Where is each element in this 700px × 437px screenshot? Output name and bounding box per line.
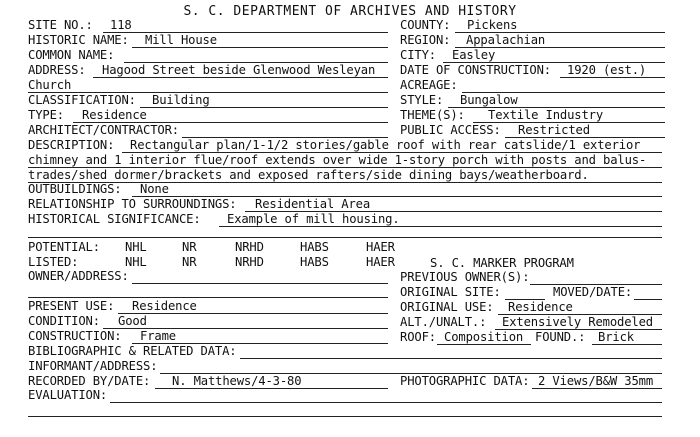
informant-label: INFORMANT/ADDRESS: bbox=[28, 359, 158, 373]
relationship-label: RELATIONSHIP TO SURROUNDINGS: bbox=[28, 197, 237, 211]
roof-line bbox=[437, 344, 531, 345]
relationship-value: Residential Area bbox=[255, 197, 370, 211]
present-use-label: PRESENT USE: bbox=[28, 299, 115, 313]
classification-value: Building bbox=[152, 93, 210, 107]
alt-unalt-label: ALT./UNALT.: bbox=[400, 315, 487, 329]
marker-program-heading: S. C. MARKER PROGRAM bbox=[430, 256, 574, 270]
listed-nhl: NHL bbox=[125, 255, 147, 269]
potential-label: POTENTIAL: bbox=[28, 240, 100, 254]
listed-label: LISTED: bbox=[28, 255, 79, 269]
description-line-2: chimney and 1 interior flue/roof extends over wide 1-story porch with posts and balus- bbox=[28, 153, 647, 167]
owner-line-2 bbox=[28, 297, 388, 298]
owner-label: OWNER/ADDRESS: bbox=[28, 269, 129, 283]
date-of-construction-value: 1920 (est.) bbox=[567, 63, 647, 77]
potential-nr: NR bbox=[182, 240, 197, 254]
condition-value: Good bbox=[118, 314, 147, 328]
present-use-value: Residence bbox=[132, 299, 197, 313]
owner-line bbox=[132, 283, 388, 284]
evaluation-label: EVALUATION: bbox=[28, 388, 108, 402]
original-site-label: ORIGINAL SITE: bbox=[400, 285, 501, 299]
type-label: TYPE: bbox=[28, 108, 64, 122]
form-title: S. C. DEPARTMENT OF ARCHIVES AND HISTORY bbox=[183, 4, 517, 19]
style-label: STYLE: bbox=[400, 93, 444, 107]
site-no-value: 118 bbox=[110, 18, 132, 32]
address-line bbox=[93, 77, 388, 78]
evaluation-line-2 bbox=[28, 416, 662, 417]
description-label: DESCRIPTION: bbox=[28, 138, 115, 152]
classification-line bbox=[140, 107, 388, 108]
address-value-cont: Church bbox=[28, 78, 72, 92]
significance-line bbox=[219, 226, 662, 227]
date-of-construction-label: DATE OF CONSTRUCTION: bbox=[400, 63, 551, 77]
found-value: Brick bbox=[598, 330, 634, 344]
alt-unalt-value: Extensively Remodeled bbox=[502, 315, 653, 329]
address-value: Hagood Street beside Glenwood Wesleyan bbox=[102, 63, 376, 77]
bibliographic-line bbox=[240, 358, 662, 359]
recorded-by-line bbox=[155, 388, 388, 389]
description-line-3: trades/shed dormer/brackets and exposed rafters/side dining bays/weatherboard. bbox=[28, 168, 589, 182]
moved-date-line bbox=[634, 299, 662, 300]
bibliographic-label: BIBLIOGRAPHIC & RELATED DATA: bbox=[28, 344, 237, 358]
photographic-label: PHOTOGRAPHIC DATA: bbox=[400, 374, 530, 388]
description-line-1: Rectangular plan/1-1/2 stories/gable roof with rear catslide/1 exterior bbox=[130, 138, 641, 152]
significance-label: HISTORICAL SIGNIFICANCE: bbox=[28, 212, 201, 226]
recorded-by-value: N. Matthews/4-3-80 bbox=[172, 374, 302, 388]
county-label: COUNTY: bbox=[400, 18, 451, 32]
potential-haer: HAER bbox=[366, 240, 395, 254]
photographic-value: 2 Views/B&W 35mm bbox=[538, 374, 653, 388]
theme-label: THEME(S): bbox=[400, 108, 465, 122]
original-use-value: Residence bbox=[508, 300, 573, 314]
historic-name-line bbox=[132, 47, 388, 48]
public-access-label: PUBLIC ACCESS: bbox=[400, 123, 501, 137]
outbuildings-value: None bbox=[140, 182, 169, 196]
potential-nhl: NHL bbox=[125, 240, 147, 254]
region-value: Appalachian bbox=[466, 33, 546, 47]
moved-date-label: MOVED/DATE: bbox=[553, 285, 633, 299]
region-label: REGION: bbox=[400, 33, 451, 47]
classification-label: CLASSIFICATION: bbox=[28, 93, 136, 107]
site-no-label: SITE NO.: bbox=[28, 18, 93, 32]
construction-value: Frame bbox=[140, 329, 176, 343]
recorded-by-label: RECORDED BY/DATE: bbox=[28, 374, 151, 388]
county-value: Pickens bbox=[467, 18, 518, 32]
present-use-line bbox=[118, 313, 388, 314]
city-label: CITY: bbox=[400, 48, 436, 62]
roof-value: Composition bbox=[444, 330, 524, 344]
listed-nrhd: NRHD bbox=[235, 255, 264, 269]
listed-haer: HAER bbox=[366, 255, 395, 269]
significance-value: Example of mill housing. bbox=[227, 212, 400, 226]
common-name-label: COMMON NAME: bbox=[28, 48, 115, 62]
condition-label: CONDITION: bbox=[28, 314, 100, 328]
address-label: ADDRESS: bbox=[28, 63, 86, 77]
description-rule-3 bbox=[28, 182, 662, 183]
section-divider bbox=[28, 237, 662, 238]
previous-owner-label: PREVIOUS OWNER(S): bbox=[400, 270, 530, 284]
photographic-line bbox=[532, 388, 662, 389]
type-value: Residence bbox=[82, 108, 147, 122]
public-access-value: Restricted bbox=[518, 123, 590, 137]
historic-name-label: HISTORIC NAME: bbox=[28, 33, 129, 47]
roof-label: ROOF: bbox=[400, 330, 436, 344]
found-line bbox=[592, 344, 662, 345]
architect-label: ARCHITECT/CONTRACTOR: bbox=[28, 123, 179, 137]
date-line bbox=[560, 77, 665, 78]
theme-value: Textile Industry bbox=[488, 108, 603, 122]
listed-habs: HABS bbox=[300, 255, 329, 269]
outbuildings-label: OUTBUILDINGS: bbox=[28, 182, 122, 196]
style-value: Bungalow bbox=[460, 93, 518, 107]
potential-habs: HABS bbox=[300, 240, 329, 254]
found-label: FOUND.: bbox=[535, 330, 586, 344]
evaluation-line bbox=[110, 402, 662, 403]
listed-nr: NR bbox=[182, 255, 197, 269]
original-use-label: ORIGINAL USE: bbox=[400, 300, 494, 314]
construction-label: CONSTRUCTION: bbox=[28, 329, 122, 343]
potential-nrhd: NRHD bbox=[235, 240, 264, 254]
acreage-label: ACREAGE: bbox=[400, 78, 458, 92]
city-value: Easley bbox=[452, 48, 496, 62]
historic-name-value: Mill House bbox=[145, 33, 217, 47]
